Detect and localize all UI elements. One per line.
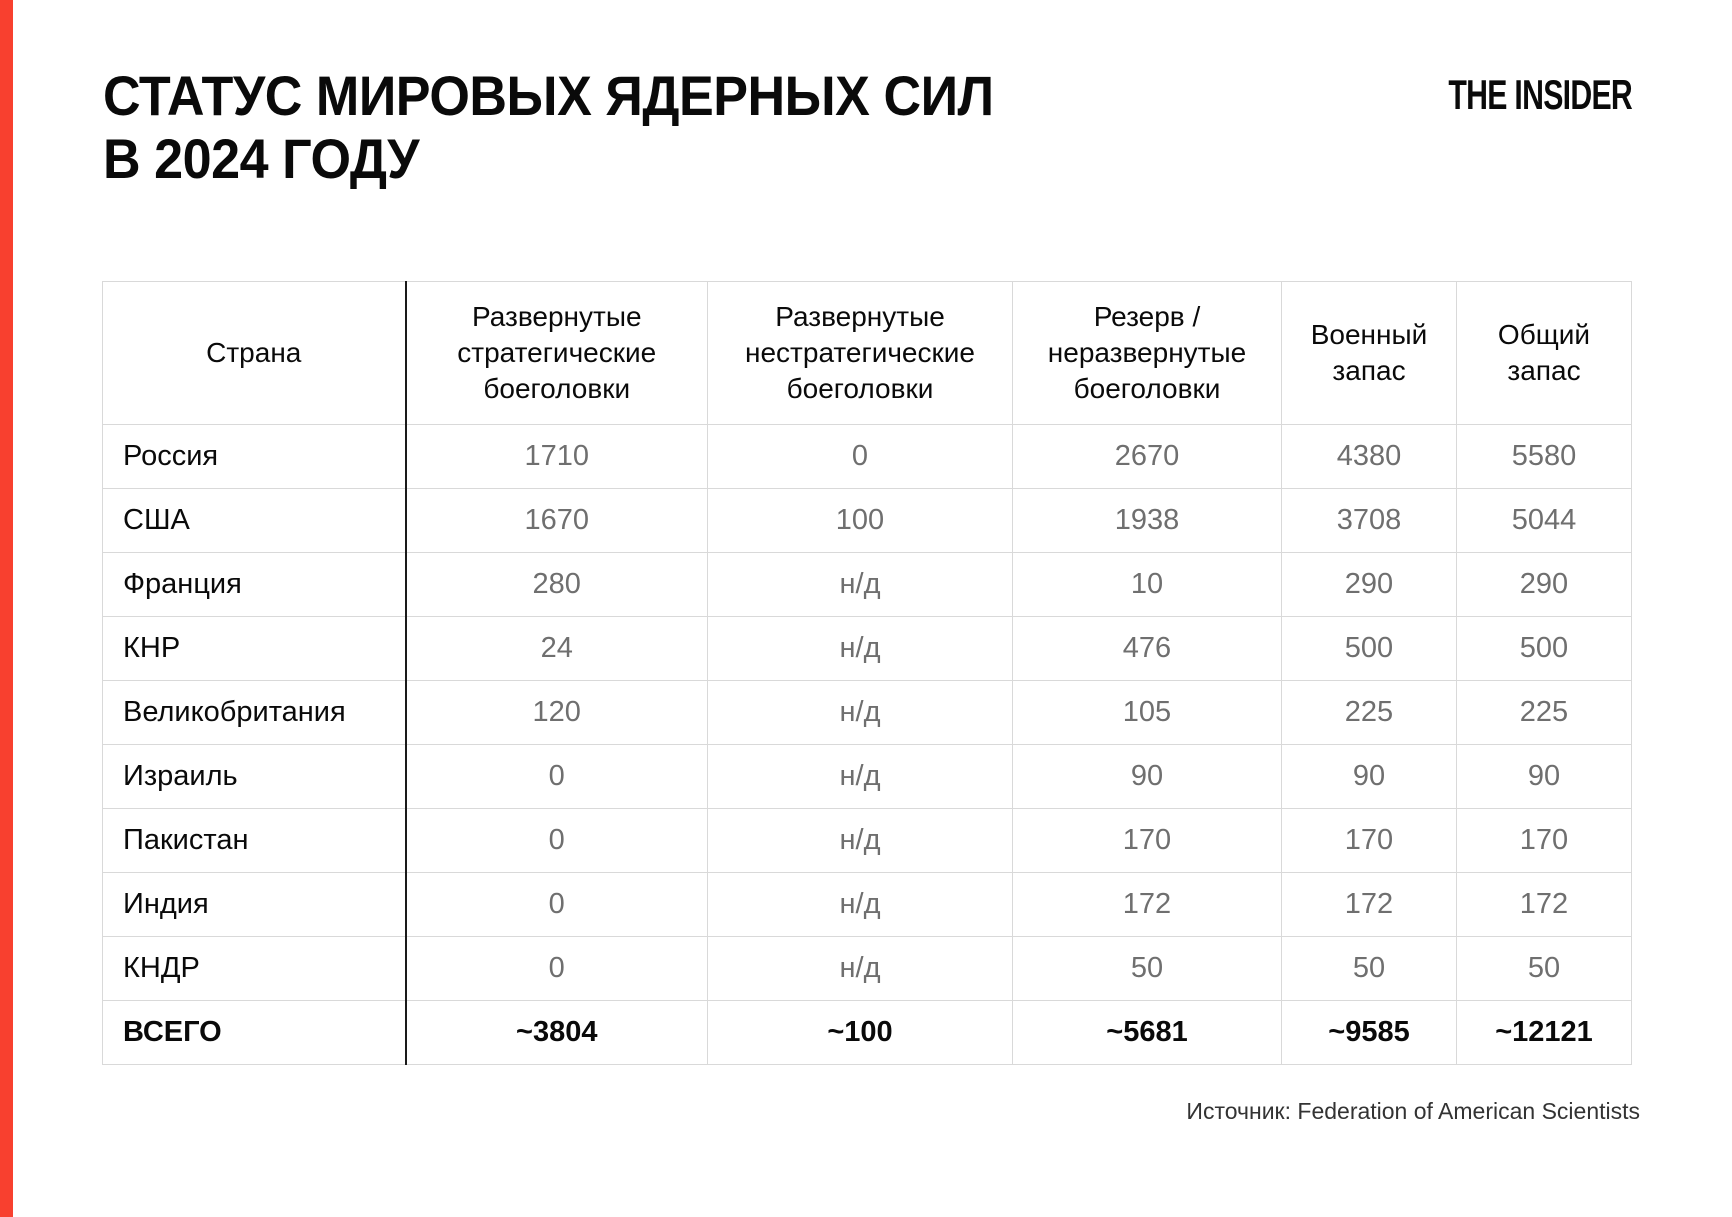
value-cell: 3708 xyxy=(1282,489,1457,553)
value-cell: 90 xyxy=(1013,745,1282,809)
value-cell: н/д xyxy=(708,809,1013,873)
value-cell: н/д xyxy=(708,681,1013,745)
column-header-total-inventory: Общий запас xyxy=(1457,282,1632,425)
value-cell: 170 xyxy=(1282,809,1457,873)
value-cell: 2670 xyxy=(1013,425,1282,489)
value-cell: 120 xyxy=(406,681,708,745)
accent-red-bar xyxy=(0,0,13,1217)
value-cell: 1938 xyxy=(1013,489,1282,553)
column-header-reserve: Резерв / неразвернутые боеголовки xyxy=(1013,282,1282,425)
value-cell: 0 xyxy=(708,425,1013,489)
value-cell: 0 xyxy=(406,745,708,809)
value-cell: 50 xyxy=(1457,937,1632,1001)
value-cell: 0 xyxy=(406,873,708,937)
value-cell: 225 xyxy=(1457,681,1632,745)
value-cell: 0 xyxy=(406,937,708,1001)
total-row xyxy=(103,1001,1632,1065)
source-attribution: Источник: Federation of American Scientists xyxy=(1186,1098,1640,1124)
value-cell: 105 xyxy=(1013,681,1282,745)
value-cell: 280 xyxy=(406,553,708,617)
table-body xyxy=(103,425,1632,1065)
table-row-china xyxy=(103,617,1632,681)
total-value-cell: ~100 xyxy=(708,1001,1013,1065)
page-title-line2: В 2024 ГОДУ xyxy=(103,127,420,190)
nuclear-forces-table xyxy=(102,281,1632,1065)
value-cell: н/д xyxy=(708,873,1013,937)
value-cell: 225 xyxy=(1282,681,1457,745)
value-cell: 0 xyxy=(406,809,708,873)
value-cell: н/д xyxy=(708,617,1013,681)
column-header-deployed-nonstrategic: Развернутые нестратегические боеголовки xyxy=(708,282,1013,425)
total-value-cell: ~3804 xyxy=(406,1001,708,1065)
column-header-deployed-strategic: Развернутые стратегические боеголовки xyxy=(406,282,708,425)
country-cell: Индия xyxy=(103,873,406,937)
table-row-india xyxy=(103,873,1632,937)
value-cell: 10 xyxy=(1013,553,1282,617)
value-cell: 90 xyxy=(1282,745,1457,809)
page-title-line1: СТАТУС МИРОВЫХ ЯДЕРНЫХ СИЛ xyxy=(103,64,994,127)
value-cell: 50 xyxy=(1013,937,1282,1001)
value-cell: 100 xyxy=(708,489,1013,553)
brand-logo: THE INSIDER xyxy=(1448,71,1632,118)
value-cell: 170 xyxy=(1013,809,1282,873)
country-cell: Пакистан xyxy=(103,809,406,873)
country-cell: Франция xyxy=(103,553,406,617)
table-row-russia xyxy=(103,425,1632,489)
value-cell: 476 xyxy=(1013,617,1282,681)
value-cell: 170 xyxy=(1457,809,1632,873)
country-cell: КНР xyxy=(103,617,406,681)
table-row-north-korea xyxy=(103,937,1632,1001)
value-cell: 90 xyxy=(1457,745,1632,809)
country-cell: КНДР xyxy=(103,937,406,1001)
total-label-cell: ВСЕГО xyxy=(103,1001,406,1065)
value-cell: 5044 xyxy=(1457,489,1632,553)
value-cell: 290 xyxy=(1282,553,1457,617)
column-header-military-stockpile: Военный запас xyxy=(1282,282,1457,425)
value-cell: 24 xyxy=(406,617,708,681)
value-cell: 500 xyxy=(1282,617,1457,681)
nuclear-forces-table-wrap xyxy=(102,281,1631,1065)
table-header xyxy=(103,282,1632,425)
value-cell: 172 xyxy=(1013,873,1282,937)
total-value-cell: ~5681 xyxy=(1013,1001,1282,1065)
total-value-cell: ~9585 xyxy=(1282,1001,1457,1065)
value-cell: 1670 xyxy=(406,489,708,553)
header-row xyxy=(103,282,1632,425)
value-cell: 500 xyxy=(1457,617,1632,681)
value-cell: 172 xyxy=(1457,873,1632,937)
value-cell: 50 xyxy=(1282,937,1457,1001)
value-cell: 5580 xyxy=(1457,425,1632,489)
table-row-france xyxy=(103,553,1632,617)
table-row-uk xyxy=(103,681,1632,745)
table-row-pakistan xyxy=(103,809,1632,873)
table-row-israel xyxy=(103,745,1632,809)
country-cell: Великобритания xyxy=(103,681,406,745)
value-cell: 172 xyxy=(1282,873,1457,937)
value-cell: н/д xyxy=(708,745,1013,809)
total-value-cell: ~12121 xyxy=(1457,1001,1632,1065)
country-cell: США xyxy=(103,489,406,553)
page-title xyxy=(103,64,994,190)
value-cell: н/д xyxy=(708,553,1013,617)
country-cell: Израиль xyxy=(103,745,406,809)
table-row-usa xyxy=(103,489,1632,553)
column-header-country: Страна xyxy=(103,282,406,425)
value-cell: 290 xyxy=(1457,553,1632,617)
value-cell: н/д xyxy=(708,937,1013,1001)
country-cell: Россия xyxy=(103,425,406,489)
value-cell: 4380 xyxy=(1282,425,1457,489)
value-cell: 1710 xyxy=(406,425,708,489)
